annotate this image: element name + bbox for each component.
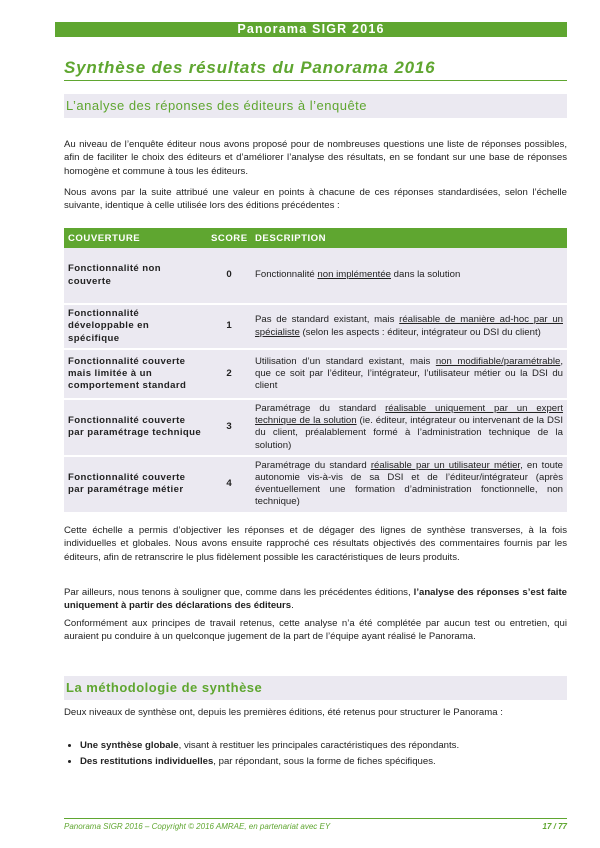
footer-copyright: Panorama SIGR 2016 – Copyright © 2016 AMRAE, en partenariat avec EY (64, 822, 331, 831)
table-row (64, 304, 567, 349)
synthesis-levels-list (64, 738, 583, 769)
score-cell: 4 (207, 456, 251, 513)
list-item-bold: Des restitutions individuelles (80, 755, 214, 767)
table-row (64, 399, 567, 456)
description-text: Utilisation d’un standard existant, mais (255, 355, 436, 367)
title-rule (64, 80, 567, 81)
score-cell: 1 (207, 304, 251, 349)
col-header-description: DESCRIPTION (251, 228, 567, 248)
list-item-text: , par répondant, sous la forme de fiches spécifiques. (213, 755, 436, 767)
description-text: (selon les aspects : éditeur, intégrateur ou DSI du client) (299, 326, 541, 338)
score-table-header (64, 228, 567, 248)
description-text: Fonctionnalité (255, 269, 318, 281)
list-item-text: , visant à restituer les principales caractéristiques des répondants. (178, 740, 460, 751)
score-table (64, 228, 567, 514)
col-header-couverture: COUVERTURE (64, 228, 207, 248)
footer-rule (64, 818, 567, 819)
description-emphasis: non implémentée (317, 269, 392, 281)
scale-paragraph: Nous avons par la suite attribué une valeur en points à chacune de ces réponses standardisées, selon l’échelle suivante, identique à celle utilisée lors des éditions précédentes : (64, 187, 567, 212)
col-header-score: SCORE (207, 228, 251, 248)
list-item (80, 738, 583, 754)
description-text: (ie. éditeur, intégrateur ou intervenant de la DSI du client, préalablement formé à l’administration technique de la solution) (255, 415, 563, 451)
description-cell (251, 304, 567, 349)
section-heading-methodologie: La méthodologie de synthèse (64, 676, 567, 700)
header-band: Panorama SIGR 2016 (55, 22, 567, 37)
declarations-paragraph (64, 586, 567, 613)
principles-paragraph: Conformément aux principes de travail retenus, cette analyse n’a été complétée par aucun test ou entretien, qui auraient pu conduire à un quelconque jugement de la part de l’équipe ayant réalisé le Panorama. (64, 618, 567, 643)
intro-paragraph: Au niveau de l’enquête éditeur nous avons proposé pour de nombreuses questions une liste de réponses possibles, afin de faciliter le choix des éditeurs et d’améliorer l’analyse des résultats, en se fondant sur une base de réponses homogène et commune à tous les éditeurs. (64, 139, 567, 177)
description-text: Paramétrage du standard (255, 459, 371, 471)
score-cell: 0 (207, 248, 251, 304)
coverage-cell: Fonctionnalité développable en spécifique (64, 304, 207, 349)
description-text: , en toute autonomie vis-à-vis de sa DSI et de l’éditeur/intégrateur (après éventuellement une formation d’administration fonctionnelle, non technique) (255, 459, 564, 508)
levels-paragraph: Deux niveaux de synthèse ont, depuis les premières éditions, été retenus pour structurer le Panorama : (64, 707, 503, 718)
list-item-bold: Une synthèse globale (80, 740, 179, 751)
declarations-text: Par ailleurs, nous tenons à souligner que, comme dans les précédentes éditions, (64, 587, 414, 598)
description-emphasis: réalisable uniquement par un expert technique de la solution (255, 403, 563, 427)
table-row (64, 248, 567, 304)
description-emphasis: réalisable de manière ad-hoc par un spécialiste (255, 314, 563, 338)
description-cell (251, 456, 567, 513)
score-cell: 2 (207, 349, 251, 399)
description-text: Paramétrage du standard (255, 403, 386, 414)
description-emphasis: non modifiable/paramétrable (435, 355, 561, 367)
coverage-cell: Fonctionnalité couverte mais limitée à un comportement standard (64, 349, 207, 399)
section-heading-analyse: L’analyse des réponses des éditeurs à l’enquête (64, 94, 567, 118)
table-row (64, 456, 567, 513)
list-item (80, 754, 583, 770)
description-text: Pas de standard existant, mais (255, 314, 400, 326)
description-emphasis: réalisable par un utilisateur métier (370, 459, 521, 471)
description-cell (251, 399, 567, 456)
score-cell: 3 (207, 399, 251, 456)
objectivation-paragraph: Cette échelle a permis d’objectiver les réponses et de dégager des lignes de synthèse transverses, à la fois individuelles et globales. Nous avons ensuite rapproché ces résultats objectivés des commentaires fournis par les éditeurs, afin de retranscrire le plus fidèlement possible les caractéristiques de leurs produits. (64, 525, 567, 563)
footer-page-number: 17 / 77 (542, 822, 567, 831)
description-cell (251, 349, 567, 399)
coverage-cell: Fonctionnalité couverte par paramétrage métier (64, 456, 207, 513)
description-text: , que ce soit par l’éditeur, l’intégrateur, l’utilisateur métier ou la DSI du client (255, 355, 563, 392)
coverage-cell: Fonctionnalité non couverte (64, 248, 207, 304)
declarations-end: . (291, 600, 294, 612)
table-row (64, 349, 567, 399)
declarations-emphasis: l’analyse des réponses s’est faite uniquement à partir des déclarations des éditeurs (64, 587, 567, 612)
description-cell (251, 248, 567, 304)
coverage-cell: Fonctionnalité couverte par paramétrage technique (64, 399, 207, 456)
description-text: dans la solution (391, 269, 461, 281)
page-title: Synthèse des résultats du Panorama 2016 (64, 58, 436, 77)
